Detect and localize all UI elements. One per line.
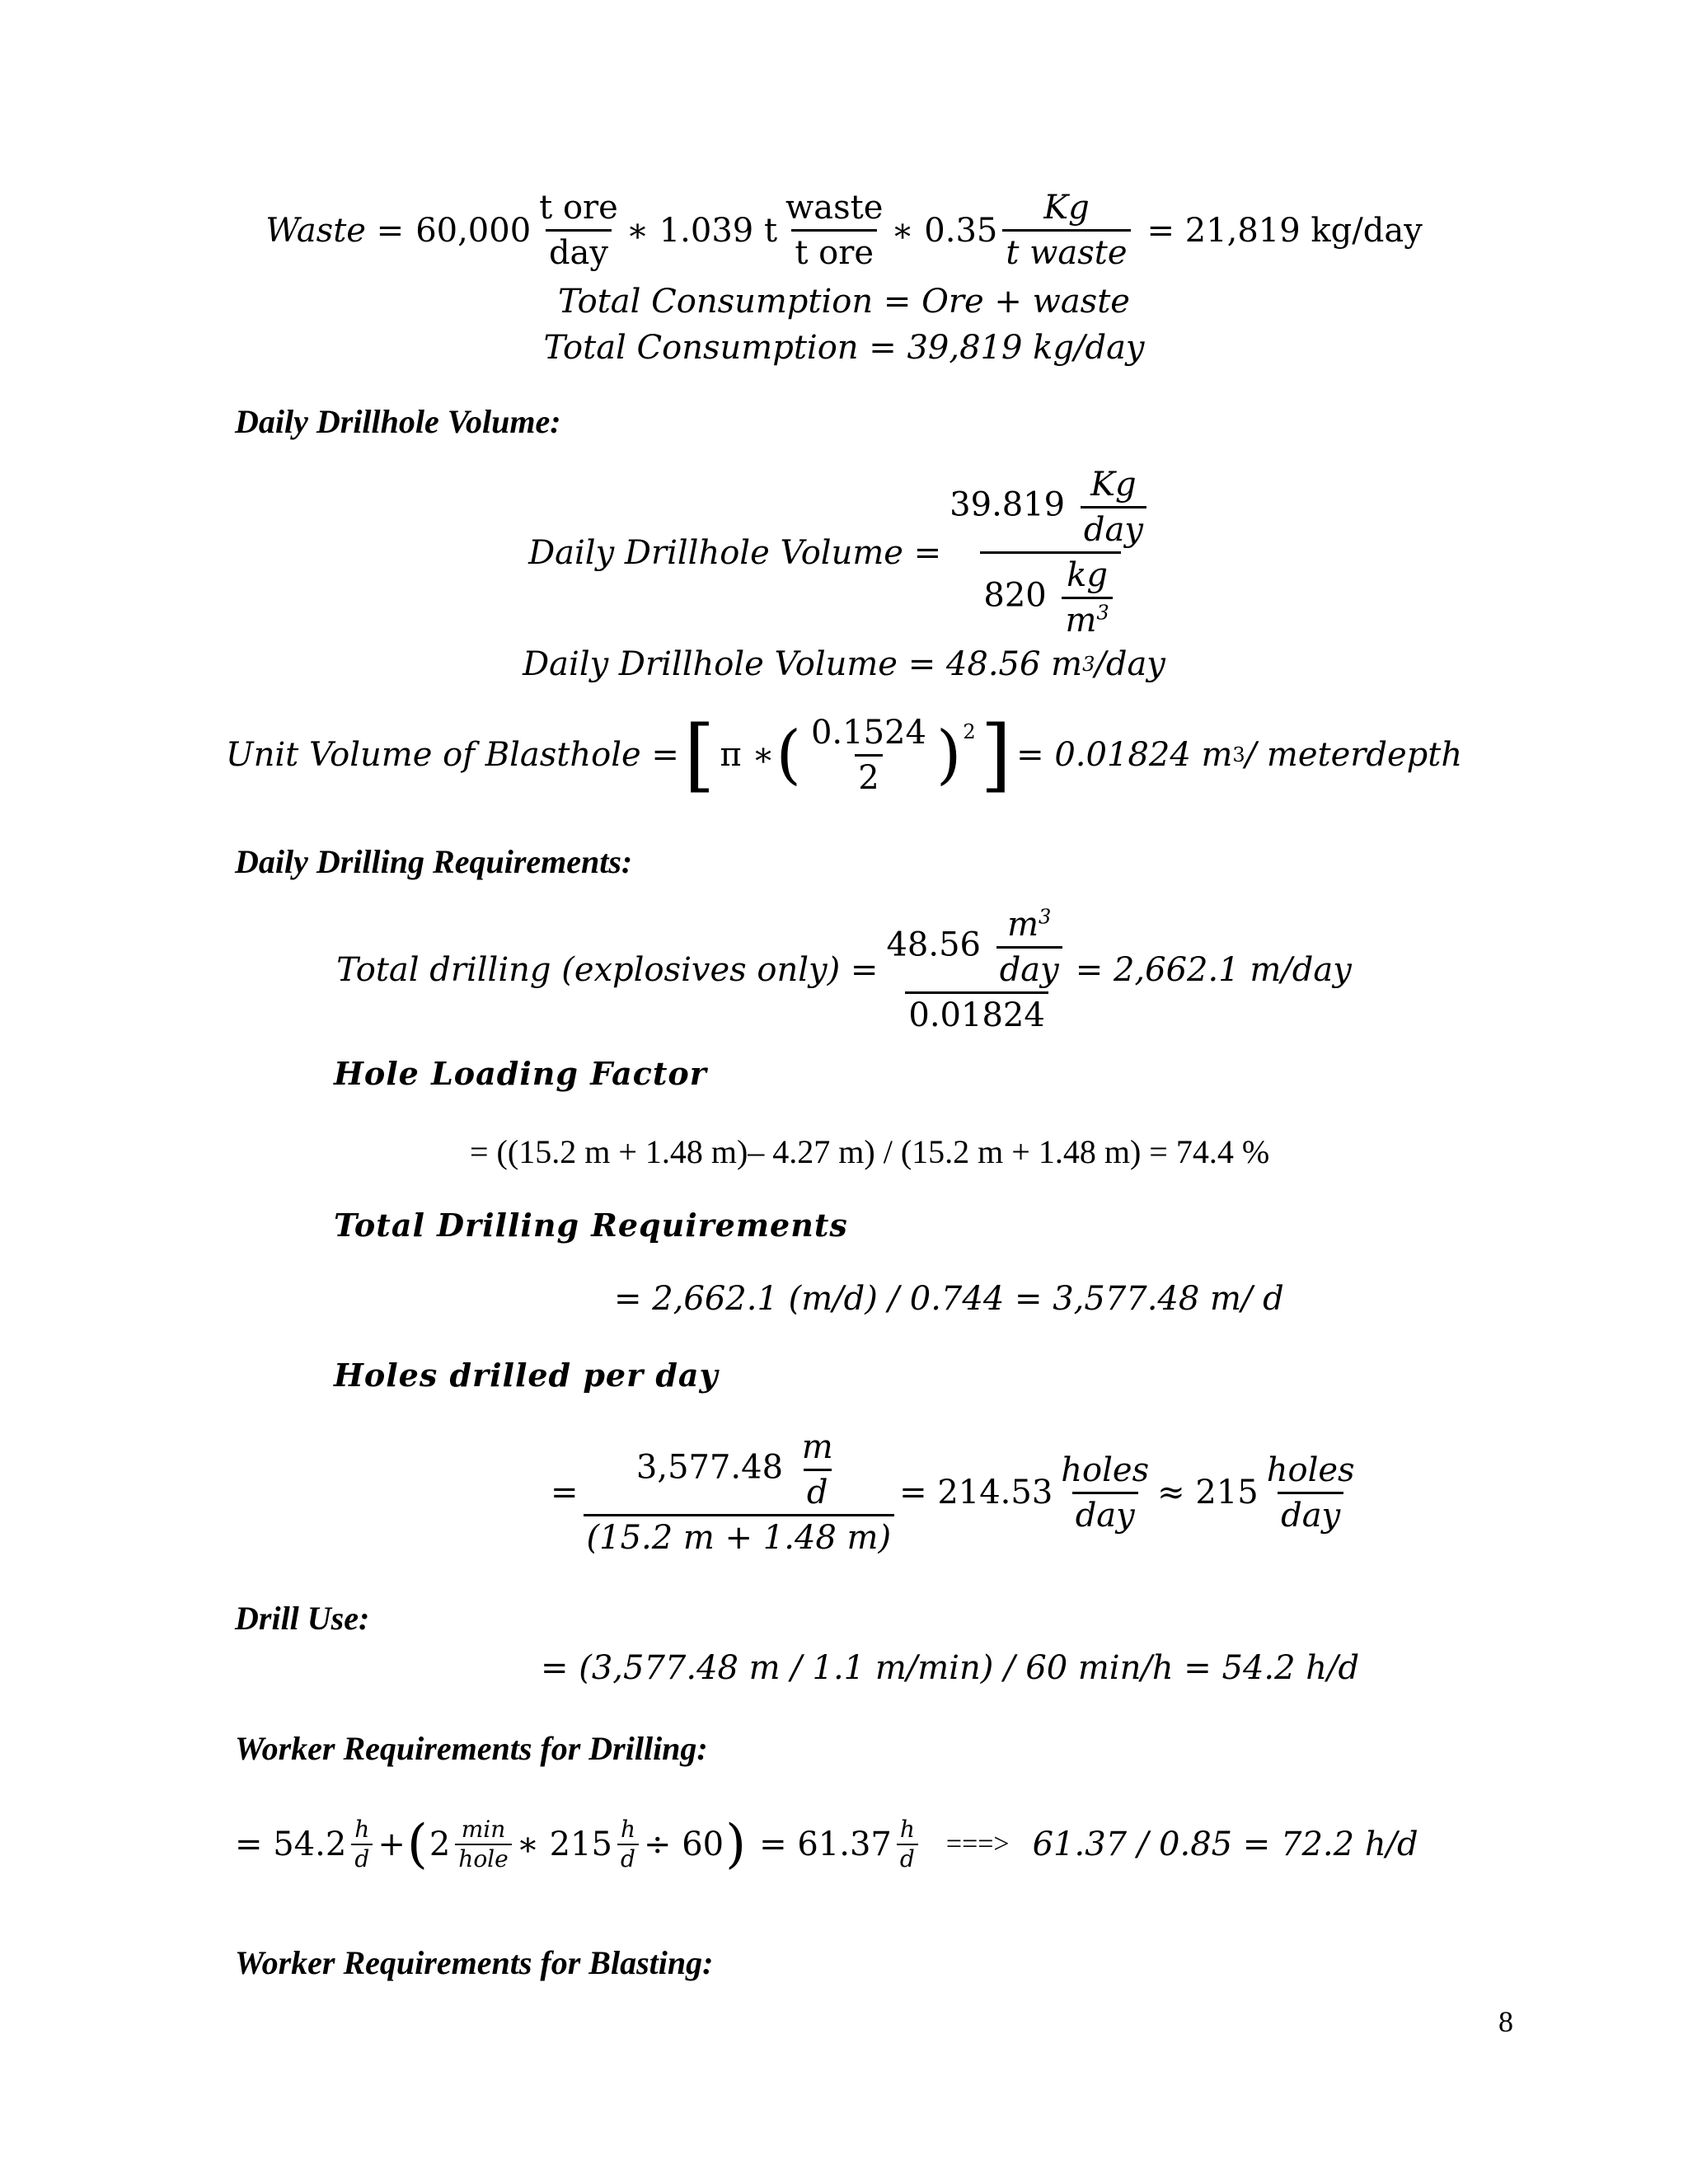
waste-equation (0, 189, 1688, 272)
left-paren: ( (406, 1814, 428, 1875)
unit-numerator: holes (1266, 1451, 1355, 1489)
subheading-total-drilling-requirements: Total Drilling Requirements (334, 1207, 848, 1244)
holes-per-day-fraction (584, 1428, 895, 1557)
numerator-value: 3,577.48 (635, 1448, 784, 1487)
fraction-numerator (633, 1428, 845, 1514)
worker-drilling-equation (235, 1814, 1418, 1875)
unit-denominator: day (1278, 1492, 1343, 1532)
holes-per-day-approx: ≈ 215 (1157, 1474, 1259, 1511)
daily-volume-lhs: Daily Drillhole Volume = (528, 533, 942, 572)
divide-60: ÷ 60 (644, 1825, 724, 1863)
unit-min-per-hole (455, 1818, 511, 1871)
subheading-holes-drilled-per-day: Holes drilled per day (334, 1357, 719, 1394)
unit-volume-lhs: Unit Volume of Blasthole = (225, 736, 679, 774)
fraction-numerator: t ore (539, 189, 618, 227)
plus-sign: + (377, 1825, 406, 1863)
daily-volume-result: Daily Drillhole Volume = 48.56 m 3 /day (523, 645, 1165, 683)
left-paren: ( (776, 718, 801, 792)
unit-volume-equation: Unit Volume of Blasthole = [ π ∗ ( $\frac{0.1524}{2}$ ) $^2$ ] = 0.01824 m 3 / meterdepth (225, 709, 1463, 801)
daily-volume-result-text: Daily Drillhole Volume = 48.56 m (523, 645, 1083, 683)
unit-h-per-d-2 (617, 1818, 639, 1871)
exponent: 3 (1096, 601, 1109, 625)
pi-symbol: π ∗ (720, 736, 775, 774)
unit-h-per-d (351, 1818, 373, 1871)
unit-denominator: d (804, 1469, 832, 1509)
unit-numerator (1004, 905, 1054, 946)
unit-numerator: kg (1067, 556, 1108, 594)
waste-value: 60,000 (415, 211, 532, 250)
total-consumption-line-1: Total Consumption = Ore + waste (558, 283, 1130, 321)
holes-per-day-equation (551, 1428, 1363, 1557)
unit-denominator: day (1081, 506, 1146, 546)
unit-denominator (1062, 597, 1112, 640)
total-drilling-lhs: Total drilling (explosives only) = (336, 951, 879, 989)
unit-holes-per-day-2 (1264, 1451, 1358, 1535)
unit-m-per-d (799, 1428, 837, 1511)
right-paren: ) (935, 718, 962, 792)
fraction-denominator (980, 551, 1120, 640)
worker-drilling-result: = 61.37 (759, 1825, 892, 1863)
unit-m3-per-day (996, 905, 1062, 989)
fraction-denominator: 2 (855, 754, 882, 794)
fraction-numerator: Kg (1043, 189, 1090, 227)
arrow: ===> (945, 1829, 1010, 1859)
right-bracket: ] (980, 709, 1012, 801)
hole-loading-formula: = ((15.2 m + 1.48 m)– 4.27 m) / (15.2 m + 1.48 m) = 74.4 % (470, 1133, 1270, 1170)
unit-m: m (1065, 602, 1097, 640)
unit-volume-result: = 0.01824 m (1016, 736, 1233, 774)
unit-m: m (1007, 906, 1039, 944)
unit-denominator: d (617, 1844, 639, 1871)
daily-volume-equation (0, 466, 1688, 640)
unit-numerator: Kg (1090, 466, 1137, 504)
section-heading-daily-drillhole-volume: Daily Drillhole Volume: (235, 403, 561, 440)
fraction-denominator: day (546, 229, 612, 269)
unit-numerator: h (354, 1816, 370, 1843)
waste-multiplier-1: ∗ 1.039 t (626, 211, 778, 250)
total-drilling-fraction (883, 905, 1070, 1034)
fraction-denominator: (15.2 m + 1.48 m) (584, 1514, 895, 1554)
unit-volume-result-unit: / meterdepth (1245, 736, 1463, 774)
numerator-value: 39.819 (950, 485, 1066, 524)
unit-numerator: h (899, 1816, 915, 1843)
fraction-numerator: waste (785, 189, 884, 227)
subheading-hole-loading-factor: Hole Loading Factor (334, 1055, 707, 1092)
multiplier: ∗ 215 (516, 1825, 612, 1863)
fraction-numerator: 0.1524 (810, 713, 926, 752)
worker-drilling-lhs: = 54.2 (235, 1825, 347, 1863)
waste-lhs: Waste = (265, 211, 405, 250)
unit-numerator: min (461, 1816, 506, 1843)
page-number: 8 (1498, 2005, 1513, 2038)
unit-denominator: day (1072, 1492, 1138, 1532)
unit-numerator: h (620, 1816, 635, 1843)
fraction-denominator: 0.01824 (905, 991, 1048, 1032)
unit-holes-per-day (1057, 1451, 1152, 1535)
denominator-value: 820 (983, 576, 1047, 615)
numerator-value: 48.56 (886, 926, 981, 964)
total-drilling-requirements-formula: = 2,662.1 (m/d) / 0.744 = 3,577.48 m/ d (614, 1280, 1284, 1318)
total-drilling-result: = 2,662.1 m/day (1075, 951, 1352, 989)
section-heading-daily-drilling-requirements: Daily Drilling Requirements: (235, 843, 633, 880)
left-bracket: [ (683, 709, 715, 801)
daily-volume-result-unit: /day (1095, 645, 1165, 683)
section-heading-worker-blasting: Worker Requirements for Blasting: (235, 1944, 714, 1981)
waste-result: = 21,819 kg/day (1146, 211, 1423, 250)
unit-kg-per-m3 (1062, 556, 1112, 640)
diameter-fraction (808, 713, 930, 797)
unit-numerator: m (801, 1428, 833, 1466)
unit-denominator: day (996, 946, 1062, 987)
unit-denominator: d (897, 1844, 918, 1871)
total-drilling-equation (0, 905, 1688, 1034)
unit-numerator: holes (1061, 1451, 1150, 1489)
worker-drilling-final: 61.37 / 0.85 = 72.2 h/d (1032, 1825, 1418, 1863)
right-paren: ) (725, 1814, 747, 1875)
fraction-numerator (883, 905, 1070, 991)
exponent: 3 (1039, 905, 1052, 929)
holes-per-day-result: = 214.53 (899, 1474, 1053, 1511)
section-heading-drill-use: Drill Use: (235, 1600, 370, 1637)
waste-multiplier-2: ∗ 0.35 (891, 211, 998, 250)
fraction-tore-day (536, 189, 621, 272)
coefficient: 2 (429, 1825, 451, 1863)
fraction-denominator: t ore (791, 229, 877, 269)
fraction-denominator: t waste (1002, 229, 1130, 269)
fraction-numerator (946, 468, 1155, 551)
equals-sign: = (551, 1474, 579, 1511)
total-consumption-line-2: Total Consumption = 39,819 kg/day (543, 329, 1145, 367)
daily-volume-fraction (946, 466, 1155, 640)
fraction-waste-tore (782, 189, 886, 272)
drill-use-formula: = (3,577.48 m / 1.1 m/min) / 60 min/h = 54.2 h/d (541, 1649, 1360, 1687)
unit-h-per-d-3 (897, 1818, 918, 1871)
unit-denominator: d (351, 1844, 373, 1871)
unit-kg-per-day (1081, 466, 1146, 549)
unit-denominator: hole (455, 1844, 511, 1871)
fraction-kg-twaste (1002, 189, 1130, 272)
section-heading-worker-drilling: Worker Requirements for Drilling: (235, 1730, 708, 1767)
